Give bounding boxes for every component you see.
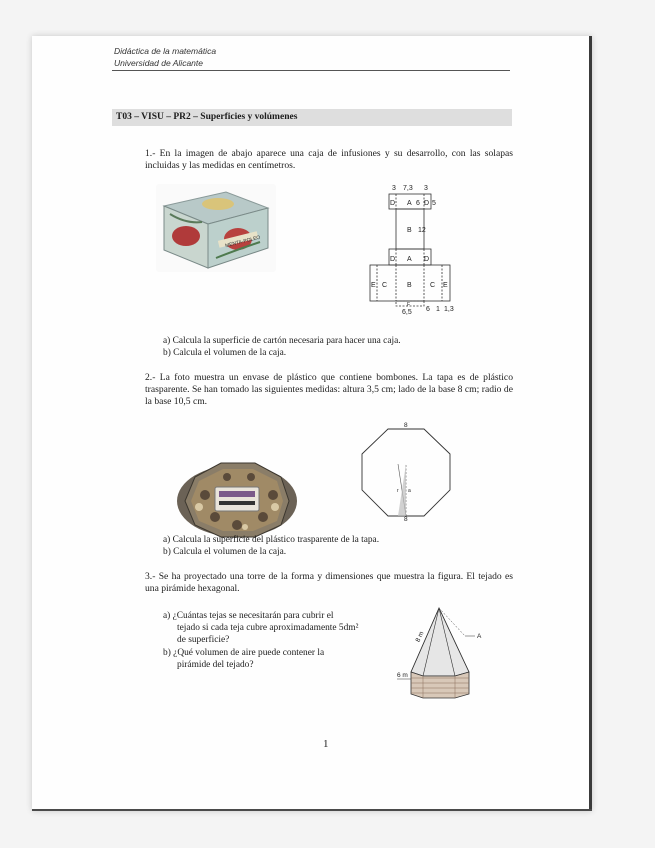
page-edge-shadow: [589, 36, 592, 811]
octagon-side-label: 8: [404, 422, 408, 429]
net-face-label: D: [424, 256, 430, 263]
problem-2-question-b: b) Calcula el volumen de la caja.: [163, 547, 287, 557]
octagon-side-label: 8: [404, 516, 408, 522]
box-net-diagram: [362, 182, 472, 317]
problem-3-question-a-line1: a) ¿Cuántas tejas se necesitarán para cubrir el: [163, 611, 334, 621]
net-face-label: A: [407, 200, 412, 207]
net-face-label: D: [390, 256, 396, 263]
net-face-label: B: [407, 282, 412, 289]
octagon-diagram: [356, 422, 456, 522]
net-dim: 3: [392, 185, 396, 192]
net-face-label: F: [407, 302, 411, 308]
problem-2-statement: 2.- La foto muestra un envase de plástico que contiene bombones. La tapa es de plástico trasparente. Se han tomado las siguientes medidas: altura 3,5 cm; lado de la base 8 cm; radio de la base 10,5 cm.: [145, 372, 513, 407]
net-face-label: D: [390, 200, 396, 207]
header-rule: [112, 70, 510, 71]
header-university: Universidad de Alicante: [114, 58, 203, 68]
problem-2-question-a: a) Calcula la superficie del plástico trasparente de la tapa.: [163, 535, 380, 545]
net-dim: 12: [418, 227, 426, 234]
tower-slant-label: 8 m: [414, 630, 426, 644]
problem-3-question-b-line2: pirámide del tejado?: [177, 660, 254, 670]
problem-3-question-b-line1: b) ¿Qué volumen de aire puede contener la: [163, 648, 325, 658]
net-dim: 6: [426, 306, 430, 313]
net-face-label: C: [430, 282, 436, 289]
tower-apex-label: A: [477, 633, 482, 640]
header-course: Didáctica de la matemática: [114, 46, 217, 56]
page-edge-shadow: [32, 809, 592, 811]
problem-3-question-a-line3: de superficie?: [177, 635, 230, 645]
tower-diagram: [393, 604, 493, 700]
net-face-label: A: [407, 256, 412, 263]
net-dim: 5: [432, 200, 436, 207]
problem-1-question-b: b) Calcula el volumen de la caja.: [163, 348, 287, 358]
net-face-label: B: [407, 227, 412, 234]
page-title: T03 – VISU – PR2 – Superficies y volúmenes: [112, 109, 512, 126]
net-dim: 1: [436, 306, 440, 313]
problem-3-question-a-line2: tejado si cada teja cubre aproximadamente 5dm²: [177, 623, 359, 633]
net-face-label: E: [443, 282, 448, 289]
net-dim: 1,3: [444, 306, 454, 313]
net-face-label: E: [371, 282, 376, 289]
net-dim: 7,3: [403, 185, 413, 192]
tea-box-photo: [156, 184, 276, 272]
problem-1-question-a: a) Calcula la superficie de cartón necesaria para hacer una caja.: [163, 336, 401, 346]
net-dim: 6,5: [402, 309, 412, 316]
page-number: 1: [323, 738, 329, 750]
net-face-label: D: [424, 200, 430, 207]
problem-1-statement: 1.- En la imagen de abajo aparece una caja de infusiones y su desarrollo, con las solapas incluidas y las medidas en centímetros.: [145, 148, 513, 171]
tower-base-label: 6 m: [397, 672, 408, 679]
problem-3-statement: 3.- Se ha proyectado una torre de la forma y dimensiones que muestra la figura. El tejado es una pirámide hexagonal.: [145, 571, 513, 594]
svg-text:MENTA-POLEO: MENTA-POLEO: [224, 234, 262, 250]
octagon-apothem-label: a: [408, 488, 411, 494]
net-dim: 3: [424, 185, 428, 192]
chocolate-tray-photo: [175, 455, 300, 540]
octagon-radius-label: r: [397, 488, 399, 494]
net-dim: 6: [416, 200, 420, 207]
net-face-label: C: [382, 282, 388, 289]
